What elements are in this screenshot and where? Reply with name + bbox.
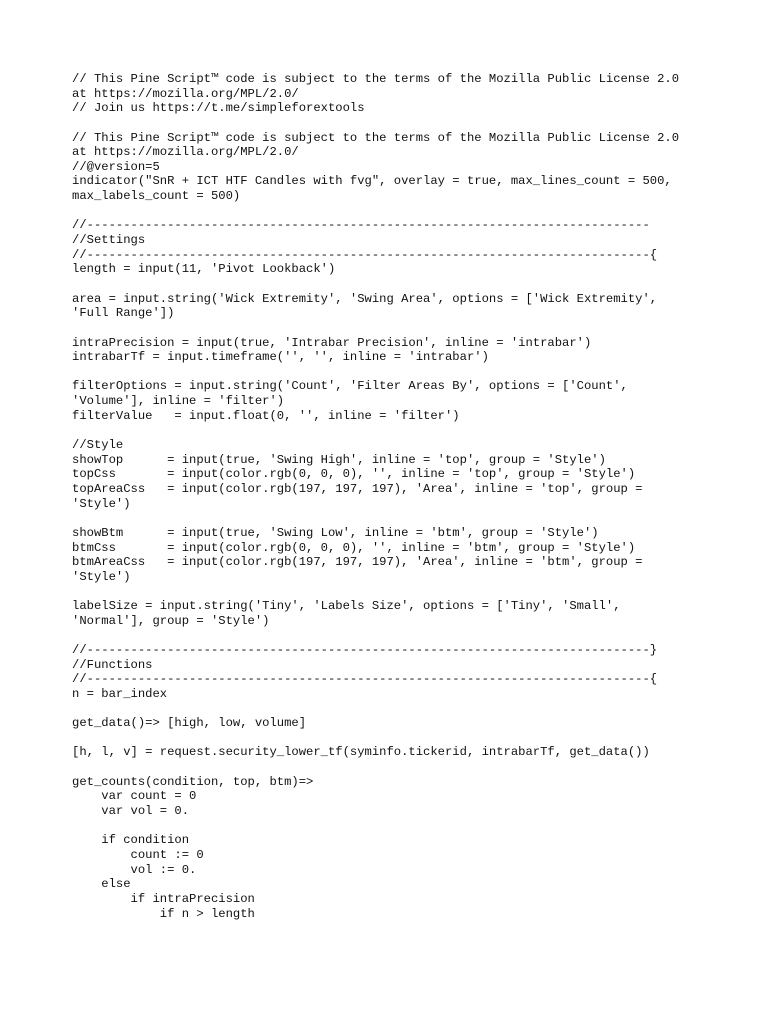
code-line-51: var vol = 0. [72, 804, 190, 819]
code-line-55: vol := 0. [72, 862, 197, 877]
code-line-1: // This Pine Script™ code is subject to the terms of the Mozilla Public License 2.0 [72, 72, 680, 86]
code-line-50: var count = 0 [72, 789, 197, 804]
code-line-46 [72, 731, 702, 746]
code-line-14: length = input(11, 'Pivot Lookback') [72, 262, 336, 277]
code-line-7: //@version=5 [72, 159, 160, 174]
code-line-44 [72, 702, 702, 717]
code-line-11: //----------------------------------------------------------------------------- [72, 218, 650, 233]
code-line-21 [72, 365, 702, 380]
code-line-29: topAreaCss = input(color.rgb(197, 197, 197), 'Area', inline = 'top', group = [72, 481, 643, 496]
code-line-58: if n > length [72, 906, 255, 921]
code-line-38: 'Normal'], group = 'Style') [72, 613, 270, 628]
code-line-5: // This Pine Script™ code is subject to the terms of the Mozilla Public License 2.0 [72, 130, 680, 145]
code-line-30: 'Style') [72, 496, 131, 511]
code-line-39 [72, 628, 702, 643]
code-line-36 [72, 584, 702, 599]
code-line-3: // Join us https://t.me/simpleforextools [72, 101, 365, 116]
code-line-37: labelSize = input.string('Tiny', 'Labels Size', options = ['Tiny', 'Small', [72, 599, 621, 614]
code-line-25 [72, 423, 702, 438]
code-line-45: get_data()=> [high, low, volume] [72, 716, 307, 731]
code-line-41: //Functions [72, 657, 153, 672]
code-line-2: at https://mozilla.org/MPL/2.0/ [72, 86, 299, 101]
code-line-52 [72, 819, 702, 834]
code-line-47: [h, l, v] = request.security_lower_tf(syminfo.tickerid, intrabarTf, get_data()) [72, 745, 650, 760]
code-line-6: at https://mozilla.org/MPL/2.0/ [72, 145, 299, 160]
code-line-32: showBtm = input(true, 'Swing Low', inline = 'btm', group = 'Style') [72, 525, 599, 540]
code-line-48 [72, 760, 702, 775]
code-line-13: //-----------------------------------------------------------------------------{ [72, 247, 658, 262]
code-line-16: area = input.string('Wick Extremity', 'Swing Area', options = ['Wick Extremity', [72, 291, 658, 306]
code-line-31 [72, 511, 702, 526]
code-line-23: 'Volume'], inline = 'filter') [72, 394, 285, 409]
document-page [72, 72, 702, 921]
code-line-33: btmCss = input(color.rgb(0, 0, 0), '', inline = 'btm', group = 'Style') [72, 540, 636, 555]
code-line-34: btmAreaCss = input(color.rgb(197, 197, 197), 'Area', inline = 'btm', group = [72, 555, 643, 570]
code-line-10 [72, 204, 702, 219]
code-line-20: intrabarTf = input.timeframe('', '', inline = 'intrabar') [72, 350, 489, 365]
code-line-19: intraPrecision = input(true, 'Intrabar Precision', inline = 'intrabar') [72, 335, 592, 350]
code-line-28: topCss = input(color.rgb(0, 0, 0), '', inline = 'top', group = 'Style') [72, 467, 636, 482]
code-line-4 [72, 116, 702, 131]
code-line-24: filterValue = input.float(0, '', inline = 'filter') [72, 408, 460, 423]
code-line-40: //-----------------------------------------------------------------------------} [72, 642, 658, 657]
code-line-27: showTop = input(true, 'Swing High', inline = 'top', group = 'Style') [72, 452, 606, 467]
code-line-18 [72, 321, 702, 336]
code-line-53: if condition [72, 833, 190, 848]
code-line-56: else [72, 877, 131, 892]
code-line-57: if intraPrecision [72, 891, 255, 906]
code-line-26: //Style [72, 438, 124, 453]
code-line-22: filterOptions = input.string('Count', 'Filter Areas By', options = ['Count', [72, 379, 628, 394]
code-line-35: 'Style') [72, 569, 131, 584]
code-line-43: n = bar_index [72, 686, 168, 701]
code-line-54: count := 0 [72, 847, 204, 862]
code-line-9: max_labels_count = 500) [72, 189, 241, 204]
code-line-17: 'Full Range']) [72, 306, 175, 321]
code-line-15 [72, 277, 702, 292]
code-line-42: //-----------------------------------------------------------------------------{ [72, 672, 658, 687]
code-line-49: get_counts(condition, top, btm)=> [72, 774, 314, 789]
code-line-8: indicator("SnR + ICT HTF Candles with fvg", overlay = true, max_lines_count = 500, [72, 174, 672, 189]
code-line-12: //Settings [72, 233, 146, 248]
